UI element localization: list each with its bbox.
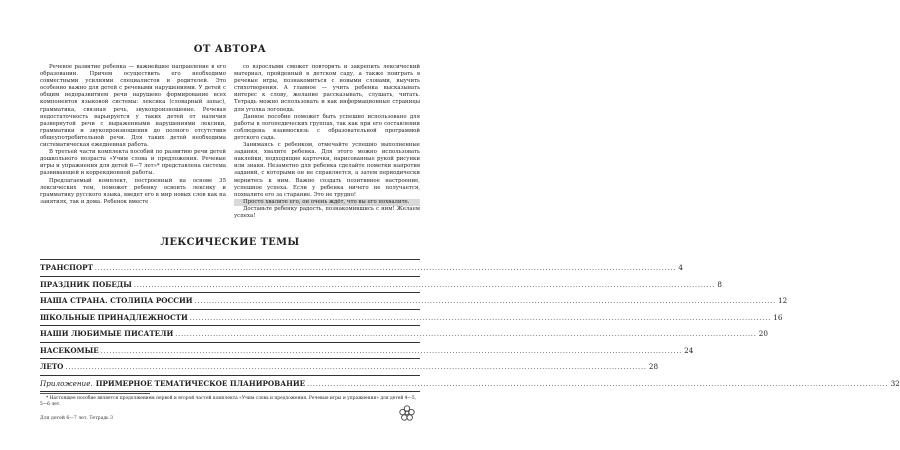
paragraph: Доставьте ребенку радость, познакомившись с ним! Желаем успеха! xyxy=(234,205,420,219)
paragraph: Данное пособие поможет быть успешно использовано для работы в логопедических группах, так как при его составлении соблюдена взаимосвязь с образовательной программой детского сада. xyxy=(234,113,420,141)
paragraph: В третьей части комплекта пособий по развитию речи детей дошкольного возраста «Учим слова и предложения. Речевые игры и упражнения для детей 6—7 лет»* представлена система развивающей и коррекционной работы. xyxy=(40,149,226,177)
page-title: ОТ АВТОРА xyxy=(193,44,267,55)
right-column xyxy=(234,64,420,220)
paragraph: Занимаясь с ребенком, отмечайте успешно выполненные задания, хвалите ребенка. Для этого можно использовать наклейки, подходящие карточки, нарисованные рукой рисунки или знаки. Незаметно для ребенка сделайте пометки напротив заданий, с которыми он не справляется, а затем периодически вернитесь к ним. Важно создать позитивное настроение, успешное успеха. Если у ребенка ничего не получается, похвалите его за старание. Это не трудно! xyxy=(234,142,420,198)
toc-leader-dots: ........................................................................................................................................................................................................ xyxy=(65,364,647,372)
toc-entry-title: ШКОЛЬНЫЕ ПРИНАДЛЕЖНОСТИ xyxy=(40,312,188,322)
toc-entry-label xyxy=(40,293,193,309)
left-column xyxy=(40,64,226,220)
toc-row[interactable] xyxy=(40,343,694,360)
flower-icon xyxy=(398,404,416,422)
toc-page-number: 8 xyxy=(717,279,722,289)
page-footer: Для детей 6—7 лет. Тетрадь 3 xyxy=(40,416,114,421)
toc-entry-label xyxy=(40,260,93,276)
toc-entry-title: НАША СТРАНА. СТОЛИЦА РОССИИ xyxy=(40,296,193,306)
toc-heading: ЛЕКСИЧЕСКИЕ ТЕМЫ xyxy=(160,237,300,249)
toc-entry-label xyxy=(40,376,305,392)
toc-row[interactable] xyxy=(40,260,683,277)
toc-leader-dots: ........................................................................................................................................................................................................ xyxy=(307,380,889,388)
toc-row[interactable] xyxy=(40,277,722,294)
toc-row[interactable] xyxy=(40,326,768,343)
toc-page-number: 20 xyxy=(758,329,768,339)
toc-entry-label xyxy=(40,343,99,359)
toc-leader-dots: ........................................................................................................................................................................................................ xyxy=(133,281,716,289)
toc-entry-label xyxy=(40,310,188,326)
toc-page-number: 16 xyxy=(773,312,783,322)
toc-entry-label xyxy=(40,326,173,342)
toc-row[interactable] xyxy=(40,293,788,310)
paragraph: Просто хвалите его, он очень ждёт, что вы его похвалите. xyxy=(234,199,420,206)
table-of-contents xyxy=(40,259,900,392)
footnote-block xyxy=(40,393,420,407)
toc-entry-title: НАШИ ЛЮБИМЫЕ ПИСАТЕЛИ xyxy=(40,329,174,339)
toc-row[interactable] xyxy=(40,359,659,376)
toc-entry-title: ТРАНСПОРТ xyxy=(40,263,93,273)
toc-page-number: 32 xyxy=(890,378,900,388)
preface-columns xyxy=(40,64,420,220)
footnote-text: * Настоящее пособие является продолжением первой и второй частей комплекта «Учим слова и предложения. Речевые игры и упражнения» для детей 4—5, 5—6 лет. xyxy=(40,396,417,407)
toc-leader-dots: ........................................................................................................................................................................................................ xyxy=(194,298,777,306)
toc-page-number: 28 xyxy=(648,362,659,372)
toc-leader-dots: ........................................................................................................................................................................................................ xyxy=(189,314,772,322)
toc-entry-title: НАСЕКОМЫЕ xyxy=(40,345,99,355)
toc-entry-label xyxy=(40,277,132,293)
toc-leader-dots: ........................................................................................................................................................................................................ xyxy=(94,265,677,273)
paragraph: Речевое развитие ребенка — важнейшее направление в его образовании. Причем осуществить его необходимо совместными усилиями специалистов и родителей. Это особенно важно для детей с речевыми нарушениями. У детей с общим недоразвитием речи нарушено формирование всех компонентов языковой системы: лексика (словарный запас), грамматика, связная речь, звукопроизношение. Речевая недостаточность варьируется у таких детей от наличия развернутой речи с выраженными нарушениями лексики, грамматики и звукопроизношения до полного отсутствия общеупотребительной речи. Для таких детей необходима систематическая ежедневная работа. xyxy=(40,64,226,149)
toc-entry-title: ПРАЗДНИК ПОБЕДЫ xyxy=(40,279,132,289)
paragraph: Предлагаемый комплект, построенный на основе 35 лексических тем, поможет ребенку освоить лексику и грамматику русского языка, введет его в мир новых слов как на занятиях, так и дома. Ребенок вместе xyxy=(40,177,226,205)
toc-row[interactable] xyxy=(40,310,783,327)
toc-entry-title: ПРИМЕРНОЕ ТЕМАТИЧЕСКОЕ ПЛАНИРОВАНИЕ xyxy=(95,378,306,388)
paragraph: со взрослыми сможет повторить и закрепить лексический материал, пройденный в детском саду, а также поиграть в речевые игры, познакомиться с новыми словами, выучить стихотворения. А главное — учить ребенка высказывать интерес к слову, желание рассказывать, слушать, читать. Тетрадь можно использовать и как информационные страницы для уголка логопеда. xyxy=(234,64,420,113)
toc-entry-prefix: Приложение. xyxy=(40,378,93,388)
footnote-divider xyxy=(40,393,150,394)
toc-page-number: 4 xyxy=(678,263,683,273)
toc-leader-dots: ........................................................................................................................................................................................................ xyxy=(100,347,683,355)
toc-row[interactable] xyxy=(40,376,900,393)
page xyxy=(40,44,900,392)
toc-leader-dots: ........................................................................................................................................................................................................ xyxy=(175,331,757,339)
toc-entry-label xyxy=(40,359,63,375)
toc-page-number: 24 xyxy=(684,345,694,355)
toc-entry-title: ЛЕТО xyxy=(40,362,64,372)
toc-page-number: 12 xyxy=(778,296,788,306)
